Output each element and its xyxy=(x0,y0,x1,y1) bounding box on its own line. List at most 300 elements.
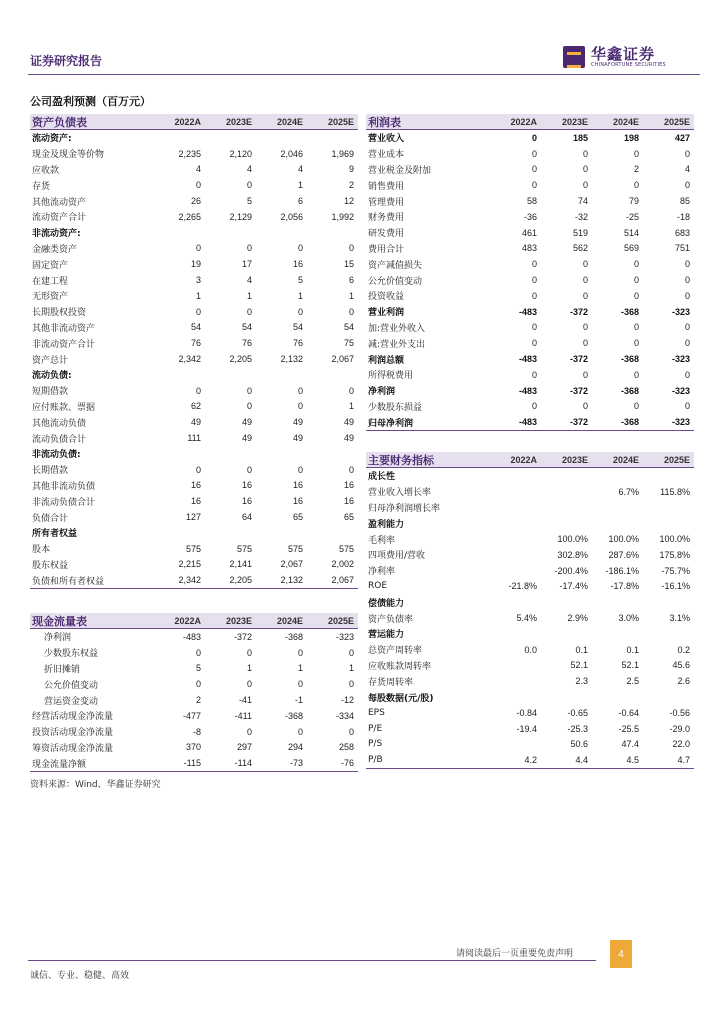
row-value: 5.4% xyxy=(516,613,537,624)
table-row xyxy=(30,755,358,771)
year-header: 2024E xyxy=(612,116,639,127)
row-label: 负债合计 xyxy=(32,513,69,524)
table-row xyxy=(366,468,694,484)
table-row xyxy=(366,658,694,674)
row-value: 0 xyxy=(582,290,588,301)
table-row xyxy=(30,446,358,462)
row-value: -368 xyxy=(620,306,639,317)
table-row xyxy=(30,146,358,162)
row-value: 562 xyxy=(572,243,588,254)
row-label: 其他流动负债 xyxy=(32,418,87,429)
year-header: 2022A xyxy=(174,615,201,626)
row-value: 1 xyxy=(246,290,252,301)
row-value: 54 xyxy=(241,322,252,333)
row-label: 财务费用 xyxy=(368,213,405,224)
balance-sheet-header xyxy=(30,114,358,130)
row-value: 0 xyxy=(582,322,588,333)
row-label: 净利润 xyxy=(368,387,396,398)
row-value: -372 xyxy=(569,306,588,317)
footer-divider xyxy=(28,960,596,961)
row-value: 4.4 xyxy=(575,755,588,766)
row-value: -0.56 xyxy=(669,707,690,718)
row-label: 成长性 xyxy=(368,472,396,483)
row-label: 经营活动现金净流量 xyxy=(32,712,114,723)
table-row xyxy=(366,547,694,563)
row-value: 2,002 xyxy=(331,559,354,570)
table-row xyxy=(366,626,694,642)
logo-en-text: CHINAFORTUNE SECURITIES xyxy=(591,62,666,68)
row-value: 2,056 xyxy=(280,211,303,222)
row-value: 65 xyxy=(343,512,354,523)
row-value: 0.0 xyxy=(524,644,537,655)
row-value: 16 xyxy=(292,480,303,491)
row-value: 0 xyxy=(633,180,639,191)
row-value: 0 xyxy=(348,243,354,254)
row-value: 0 xyxy=(246,401,252,412)
row-value: -483 xyxy=(518,385,537,396)
row-value: -372 xyxy=(569,385,588,396)
row-value: 0 xyxy=(246,385,252,396)
row-value: 3.1% xyxy=(669,613,690,624)
row-value: -368 xyxy=(620,385,639,396)
row-value: 0 xyxy=(633,338,639,349)
row-value: 0 xyxy=(531,322,537,333)
row-value: 2,342 xyxy=(178,575,201,586)
table-row xyxy=(30,288,358,304)
row-label: 应付账款、票据 xyxy=(32,402,96,413)
row-label: 存货 xyxy=(32,181,51,192)
table-row xyxy=(366,130,694,146)
income-statement-title: 利润表 xyxy=(368,115,401,129)
row-label: ROE xyxy=(368,581,388,592)
table-row xyxy=(30,661,358,677)
row-label: 销售费用 xyxy=(368,181,405,192)
row-value: 0 xyxy=(582,259,588,270)
key-metrics-header xyxy=(366,452,694,468)
row-value: 569 xyxy=(623,243,639,254)
row-value: 49 xyxy=(241,417,252,428)
row-value: 49 xyxy=(190,417,201,428)
row-value: 0 xyxy=(633,322,639,333)
row-value: 4 xyxy=(246,275,252,286)
row-value: 0 xyxy=(633,401,639,412)
table-row xyxy=(30,740,358,756)
row-value: 427 xyxy=(674,132,690,143)
row-value: 0 xyxy=(348,464,354,475)
row-label: 非流动负债: xyxy=(32,450,81,461)
row-value: 0 xyxy=(582,180,588,191)
row-value: -115 xyxy=(183,758,201,769)
table-row xyxy=(30,367,358,383)
row-value: 16 xyxy=(241,496,252,507)
row-value: 2,205 xyxy=(229,575,252,586)
row-value: 2,046 xyxy=(280,148,303,159)
table-row xyxy=(30,724,358,740)
row-label: 管理费用 xyxy=(368,197,405,208)
row-label: 折旧摊销 xyxy=(44,664,81,675)
row-value: 0 xyxy=(246,243,252,254)
row-value: 1,969 xyxy=(331,148,354,159)
row-value: 100.0% xyxy=(608,534,639,545)
row-value: 297 xyxy=(236,742,252,753)
row-label: 所得税费用 xyxy=(368,371,414,382)
row-label: 现金及现金等价物 xyxy=(32,150,105,161)
row-label: 费用合计 xyxy=(368,244,405,255)
row-label: 固定资产 xyxy=(32,260,69,271)
row-value: 16 xyxy=(343,496,354,507)
row-value: 6 xyxy=(348,275,354,286)
row-value: 0 xyxy=(684,275,690,286)
table-row xyxy=(30,383,358,399)
table-row xyxy=(30,225,358,241)
section-title: 公司盈利预测（百万元） xyxy=(30,95,151,108)
row-value: 52.1 xyxy=(621,660,639,671)
row-label: 毛利率 xyxy=(368,535,396,546)
row-label: 流动资产合计 xyxy=(32,213,87,224)
table-row xyxy=(366,367,694,383)
row-value: 0 xyxy=(531,338,537,349)
row-value: 4 xyxy=(246,164,252,175)
table-row xyxy=(366,414,694,430)
row-value: 294 xyxy=(287,742,303,753)
row-value: 5 xyxy=(195,663,201,674)
row-label: P/S xyxy=(368,739,383,750)
company-slogan: 诚信、专业、稳健、高效 xyxy=(30,971,130,981)
row-value: 0 xyxy=(297,726,303,737)
row-value: 0 xyxy=(531,290,537,301)
row-value: 2 xyxy=(348,180,354,191)
row-value: 175.8% xyxy=(659,549,690,560)
row-label: 资产总计 xyxy=(32,355,69,366)
row-label: 营运资金变动 xyxy=(44,696,99,707)
table-row xyxy=(366,320,694,336)
row-value: 0 xyxy=(684,290,690,301)
row-value: 49 xyxy=(343,417,354,428)
row-value: 0 xyxy=(633,369,639,380)
row-value: 0 xyxy=(684,401,690,412)
table-row xyxy=(30,209,358,225)
row-label: EPS xyxy=(368,707,385,718)
row-value: -323 xyxy=(335,631,354,642)
row-value: 45.6 xyxy=(672,660,690,671)
cash-flow-title: 现金流量表 xyxy=(32,614,87,628)
row-value: 0 xyxy=(195,306,201,317)
row-value: 76 xyxy=(190,338,201,349)
row-value: 1,992 xyxy=(331,211,354,222)
row-value: -75.7% xyxy=(661,565,690,576)
row-value: -0.84 xyxy=(516,707,537,718)
table-row xyxy=(30,708,358,724)
row-value: -368 xyxy=(620,354,639,365)
row-value: 15 xyxy=(343,259,354,270)
row-value: 4.2 xyxy=(524,755,537,766)
table-row xyxy=(366,351,694,367)
row-value: 49 xyxy=(292,433,303,444)
row-value: 683 xyxy=(674,227,690,238)
row-value: 2,215 xyxy=(178,559,201,570)
table-row xyxy=(30,272,358,288)
table-row xyxy=(30,676,358,692)
row-value: 0 xyxy=(531,132,537,143)
row-value: -18 xyxy=(676,211,690,222)
table-row xyxy=(30,509,358,525)
row-value: 0 xyxy=(297,464,303,475)
year-header: 2023E xyxy=(561,454,588,465)
row-value: 16 xyxy=(292,259,303,270)
row-value: 6 xyxy=(297,196,303,207)
row-value: 111 xyxy=(187,433,201,444)
row-value: 26 xyxy=(190,196,201,207)
row-value: 0 xyxy=(195,180,201,191)
row-value: 64 xyxy=(241,512,252,523)
row-value: -25.3 xyxy=(567,723,588,734)
row-value: 16 xyxy=(190,496,201,507)
row-label: 股东权益 xyxy=(32,560,69,571)
row-label: 营业收入增长率 xyxy=(368,488,432,499)
row-label: 利润总额 xyxy=(368,355,405,366)
table-row xyxy=(366,610,694,626)
row-value: -483 xyxy=(518,417,537,428)
row-value: 4 xyxy=(684,164,690,175)
header-divider xyxy=(28,74,700,75)
row-value: -368 xyxy=(620,417,639,428)
row-value: 0.1 xyxy=(575,644,588,655)
row-value: 0 xyxy=(633,148,639,159)
row-value: 370 xyxy=(185,742,201,753)
year-header: 2023E xyxy=(225,116,252,127)
row-value: 2.6 xyxy=(677,676,690,687)
table-row xyxy=(366,399,694,415)
row-value: 514 xyxy=(623,227,639,238)
balance-sheet-table xyxy=(30,114,358,589)
table-row xyxy=(30,335,358,351)
table-row xyxy=(366,335,694,351)
table-row xyxy=(366,225,694,241)
row-value: 0 xyxy=(582,275,588,286)
row-value: -29.0 xyxy=(669,723,690,734)
row-value: 74 xyxy=(577,196,588,207)
row-label: 资产负债率 xyxy=(368,614,414,625)
row-value: 2.9% xyxy=(567,613,588,624)
row-value: 0 xyxy=(297,679,303,690)
year-header: 2024E xyxy=(276,615,303,626)
table-row xyxy=(366,721,694,737)
row-value: 76 xyxy=(241,338,252,349)
page-number: 4 xyxy=(610,940,632,968)
row-label: P/B xyxy=(368,755,383,766)
row-value: 2,342 xyxy=(178,354,201,365)
table-row xyxy=(30,525,358,541)
table-row xyxy=(30,193,358,209)
table-row xyxy=(366,209,694,225)
table-row xyxy=(366,146,694,162)
row-value: 49 xyxy=(292,417,303,428)
table-row xyxy=(366,304,694,320)
row-value: -8 xyxy=(192,726,201,737)
row-value: 19 xyxy=(190,259,201,270)
row-value: -73 xyxy=(289,758,303,769)
row-value: 54 xyxy=(190,322,201,333)
row-value: -483 xyxy=(182,631,201,642)
table-row xyxy=(30,541,358,557)
row-value: 1 xyxy=(297,290,303,301)
row-value: 54 xyxy=(343,322,354,333)
row-value: 258 xyxy=(338,742,354,753)
row-label: 负债和所有者权益 xyxy=(32,576,105,587)
row-value: 1 xyxy=(246,663,252,674)
row-value: 2,132 xyxy=(280,575,303,586)
row-value: 0 xyxy=(582,338,588,349)
row-value: 0 xyxy=(297,647,303,658)
row-value: 461 xyxy=(521,227,537,238)
row-value: 0 xyxy=(531,164,537,175)
row-label: 其他非流动资产 xyxy=(32,323,96,334)
table-row xyxy=(366,500,694,516)
row-label: 营业税金及附加 xyxy=(368,165,432,176)
row-value: 0 xyxy=(684,322,690,333)
row-value: 12 xyxy=(343,196,354,207)
row-value: 0 xyxy=(297,306,303,317)
row-value: 0 xyxy=(531,259,537,270)
row-value: 0 xyxy=(297,243,303,254)
row-value: 2,265 xyxy=(178,211,201,222)
key-metrics-title: 主要财务指标 xyxy=(368,453,434,467)
cash-flow-table xyxy=(30,613,358,772)
table-row xyxy=(366,642,694,658)
row-value: -334 xyxy=(335,710,354,721)
table-row xyxy=(30,478,358,494)
row-value: 575 xyxy=(338,543,354,554)
table-row xyxy=(30,351,358,367)
row-value: 2,132 xyxy=(280,354,303,365)
row-value: -368 xyxy=(284,710,303,721)
row-label: 长期股权投资 xyxy=(32,308,87,319)
row-value: 1 xyxy=(195,290,201,301)
row-value: 4.7 xyxy=(677,755,690,766)
row-value: 0 xyxy=(531,369,537,380)
row-value: -25 xyxy=(625,211,639,222)
row-label: 存货周转率 xyxy=(368,677,414,688)
disclaimer-note: 请阅读最后一页重要免责声明 xyxy=(456,949,574,959)
table-row xyxy=(30,692,358,708)
table-row xyxy=(30,493,358,509)
row-value: 0 xyxy=(633,259,639,270)
row-value: 0 xyxy=(246,726,252,737)
row-value: 50.6 xyxy=(570,739,588,750)
row-label: 少数股东损益 xyxy=(368,402,423,413)
row-value: 0 xyxy=(348,647,354,658)
row-label: 投资活动现金净流量 xyxy=(32,728,114,739)
row-value: -372 xyxy=(569,354,588,365)
row-value: -483 xyxy=(518,354,537,365)
row-value: -323 xyxy=(671,417,690,428)
row-value: 16 xyxy=(241,480,252,491)
row-value: -323 xyxy=(671,306,690,317)
table-row xyxy=(366,177,694,193)
row-value: 1 xyxy=(348,663,354,674)
company-logo xyxy=(563,46,666,69)
row-value: -76 xyxy=(340,758,354,769)
row-value: 0.2 xyxy=(677,644,690,655)
table-row xyxy=(366,193,694,209)
table-row xyxy=(30,414,358,430)
table-row xyxy=(366,752,694,768)
table-row xyxy=(366,531,694,547)
row-value: -114 xyxy=(234,758,252,769)
row-value: 4 xyxy=(195,164,201,175)
row-value: -368 xyxy=(284,631,303,642)
row-value: 16 xyxy=(343,480,354,491)
year-header: 2024E xyxy=(276,116,303,127)
row-value: 54 xyxy=(292,322,303,333)
row-value: 79 xyxy=(628,196,639,207)
logo-cn-text: 华鑫证券 xyxy=(591,45,656,63)
row-value: -36 xyxy=(523,211,537,222)
balance-sheet-title: 资产负债表 xyxy=(32,115,87,129)
row-label: 现金流量净额 xyxy=(32,759,87,770)
row-value: -483 xyxy=(518,306,537,317)
row-value: 575 xyxy=(287,543,303,554)
row-value: 0 xyxy=(531,401,537,412)
row-value: 2.3 xyxy=(575,676,588,687)
row-value: 302.8% xyxy=(557,549,588,560)
row-value: 2,067 xyxy=(331,575,354,586)
row-label: 流动资产: xyxy=(32,134,72,145)
row-value: -32 xyxy=(574,211,588,222)
row-value: 0 xyxy=(684,369,690,380)
row-label: 减:营业外支出 xyxy=(368,339,426,350)
row-value: 0 xyxy=(684,180,690,191)
year-header: 2023E xyxy=(225,615,252,626)
table-row xyxy=(366,594,694,610)
row-value: 2,067 xyxy=(331,354,354,365)
row-value: -0.64 xyxy=(618,707,639,718)
row-label: 股本 xyxy=(32,545,51,556)
row-value: 2,067 xyxy=(280,559,303,570)
year-header: 2022A xyxy=(174,116,201,127)
row-value: 0 xyxy=(582,369,588,380)
row-value: 2 xyxy=(195,695,201,706)
table-row xyxy=(366,383,694,399)
row-label: 无形资产 xyxy=(32,292,69,303)
row-value: 0 xyxy=(684,259,690,270)
row-value: -12 xyxy=(340,695,354,706)
row-label: 偿债能力 xyxy=(368,598,405,609)
row-label: 短期借款 xyxy=(32,387,69,398)
row-value: 3 xyxy=(195,275,201,286)
year-header: 2025E xyxy=(327,116,354,127)
row-label: 公允价值变动 xyxy=(44,680,99,691)
row-label: P/E xyxy=(368,723,383,734)
row-label: 非流动资产: xyxy=(32,229,81,240)
row-value: 49 xyxy=(241,433,252,444)
row-label: 应收款 xyxy=(32,165,60,176)
row-value: 0 xyxy=(348,726,354,737)
table-row xyxy=(30,572,358,588)
row-value: -25.5 xyxy=(618,723,639,734)
row-label: 资产减值损失 xyxy=(368,260,423,271)
row-value: 0 xyxy=(297,401,303,412)
row-value: 5 xyxy=(297,275,303,286)
row-value: 0 xyxy=(246,647,252,658)
row-value: 0 xyxy=(195,243,201,254)
row-value: 2,120 xyxy=(229,148,252,159)
row-label: 非流动负债合计 xyxy=(32,497,96,508)
row-value: 0 xyxy=(531,180,537,191)
table-row xyxy=(30,304,358,320)
row-value: 100.0% xyxy=(659,534,690,545)
row-value: -186.1% xyxy=(605,565,639,576)
